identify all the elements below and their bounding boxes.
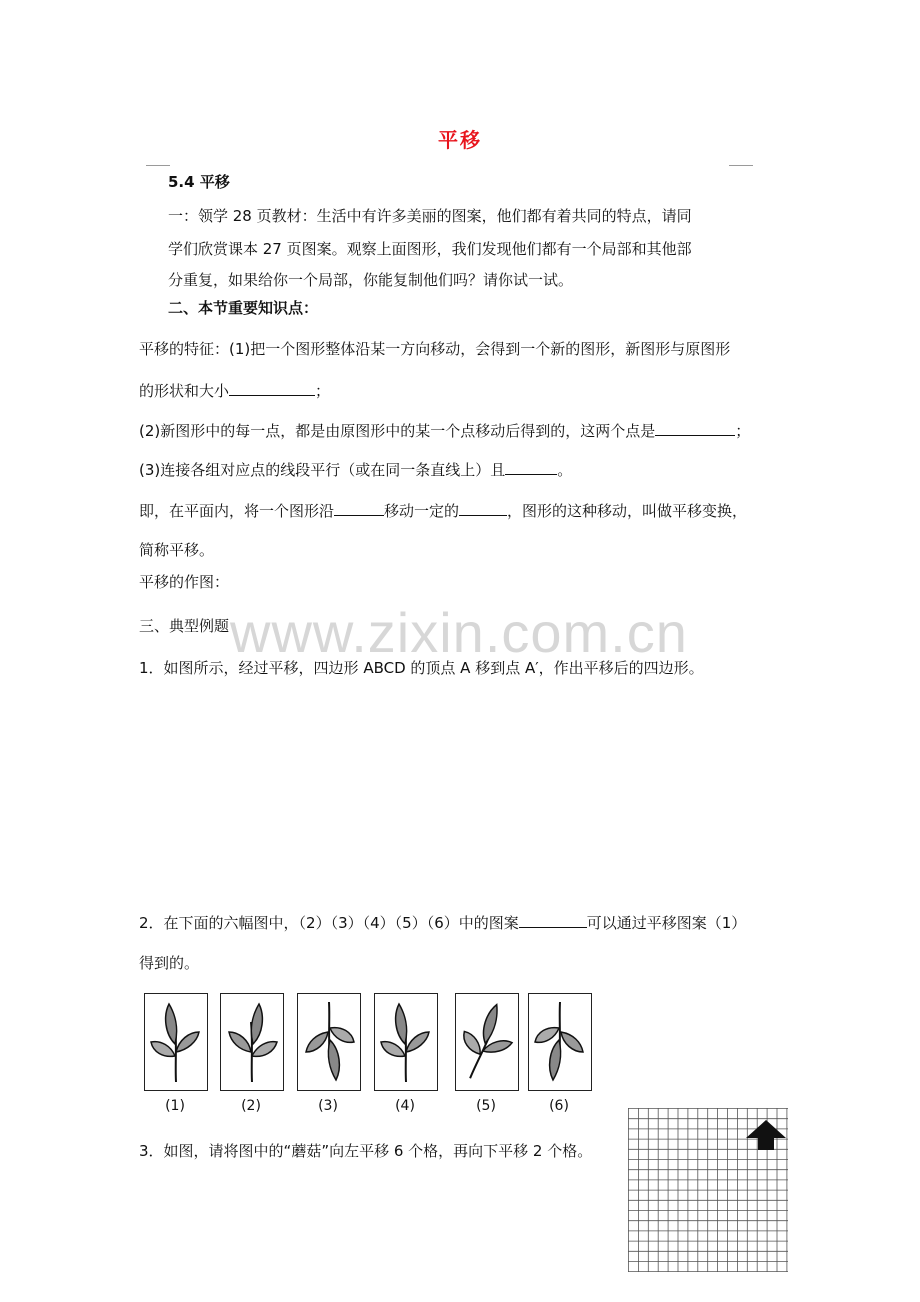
- question-2-line-2: 得到的。: [139, 954, 200, 972]
- feature-line-4-text: (3)连接各组对应点的线段平行（或在同一条直线上）且: [139, 461, 506, 479]
- page-title: 平移: [438, 128, 482, 152]
- figure-label-4: (4): [395, 1098, 415, 1114]
- drawing-heading: 平移的作图：: [139, 573, 230, 591]
- question-2-line-1: [139, 913, 746, 933]
- intro-line-3: 分重复，如果给你一个局部，你能复制他们吗？请你试一试。: [168, 271, 574, 289]
- intro-line-1: 一：领学 28 页教材：生活中有许多美丽的图案，他们都有着共同的特点，请同: [168, 207, 692, 225]
- watermark: www.zixin.com.cn: [230, 601, 688, 664]
- leaf-icon: [535, 1002, 583, 1080]
- feature-line-4: [139, 460, 572, 480]
- figure-label-5: (5): [476, 1098, 496, 1114]
- definition-line-1: [139, 501, 747, 521]
- answer-blank-distance[interactable]: [459, 501, 507, 516]
- examples-heading: 三、典型例题: [139, 617, 230, 635]
- question-2-text: 2．在下面的六幅图中，（2）（3）（4）（5）（6）中的图案: [139, 914, 519, 932]
- leaf-figure-2: [220, 993, 284, 1091]
- leaf-icon: [381, 1004, 429, 1082]
- figure-label-2: (2): [241, 1098, 261, 1114]
- question-1: 1．如图所示，经过平移，四边形 ABCD 的顶点 A 移到点 A′，作出平移后的四边形。: [139, 659, 704, 677]
- leaf-figure-3: [297, 993, 361, 1091]
- definition-text-1: 即，在平面内，将一个图形沿: [139, 502, 335, 520]
- answer-blank-segments[interactable]: [505, 460, 557, 475]
- leaf-icon: [306, 1002, 354, 1080]
- leaf-figure-1: [144, 993, 208, 1091]
- definition-text-3: ，图形的这种移动，叫做平移变换，: [507, 502, 748, 520]
- figure-label-6: (6): [549, 1098, 569, 1114]
- intro-line-2: 学们欣赏课本 27 页图案。观察上面图形，我们发现他们都有一个局部和其他部: [168, 240, 692, 258]
- feature-line-2: [139, 381, 330, 401]
- square-grid: [628, 1108, 788, 1272]
- feature-line-2-end: ；: [315, 382, 331, 400]
- question-3: 3．如图，请将图中的“蘑菇”向左平移 6 个格，再向下平移 2 个格。: [139, 1142, 593, 1160]
- knowledge-heading: 二、本节重要知识点：: [168, 299, 319, 317]
- feature-line-4-end: 。: [557, 461, 573, 479]
- answer-blank-corresponding-points[interactable]: [655, 421, 735, 436]
- question-2-text-end: 可以通过平移图案（1）: [586, 914, 747, 932]
- feature-line-3: [139, 421, 750, 441]
- leaf-icon: [151, 1004, 199, 1082]
- leaf-figure-5: [455, 993, 519, 1091]
- section-heading: 5.4 平移: [168, 173, 230, 191]
- feature-line-1: 平移的特征：(1)把一个图形整体沿某一方向移动，会得到一个新的图形，新图形与原图形: [139, 340, 731, 358]
- feature-line-2-text: 的形状和大小: [139, 382, 230, 400]
- figure-label-3: (3): [318, 1098, 338, 1114]
- figure-label-1: (1): [165, 1098, 185, 1114]
- definition-line-2: 简称平移。: [139, 541, 215, 559]
- answer-blank-patterns[interactable]: [519, 913, 587, 928]
- answer-blank-shape-size[interactable]: [229, 381, 315, 396]
- leaf-figure-4: [374, 993, 438, 1091]
- mushroom-icon: [746, 1120, 786, 1150]
- answer-blank-direction[interactable]: [334, 501, 384, 516]
- leaf-icon: [456, 997, 518, 1088]
- leaf-icon: [229, 1004, 277, 1082]
- feature-line-3-text: (2)新图形中的每一点，都是由原图形中的某一个点移动后得到的，这两个点是: [139, 422, 656, 440]
- header-rule-right: [729, 165, 753, 166]
- leaf-figure-6: [528, 993, 592, 1091]
- header-rule-left: [146, 165, 170, 166]
- definition-text-2: 移动一定的: [384, 502, 460, 520]
- feature-line-3-end: ；: [735, 422, 751, 440]
